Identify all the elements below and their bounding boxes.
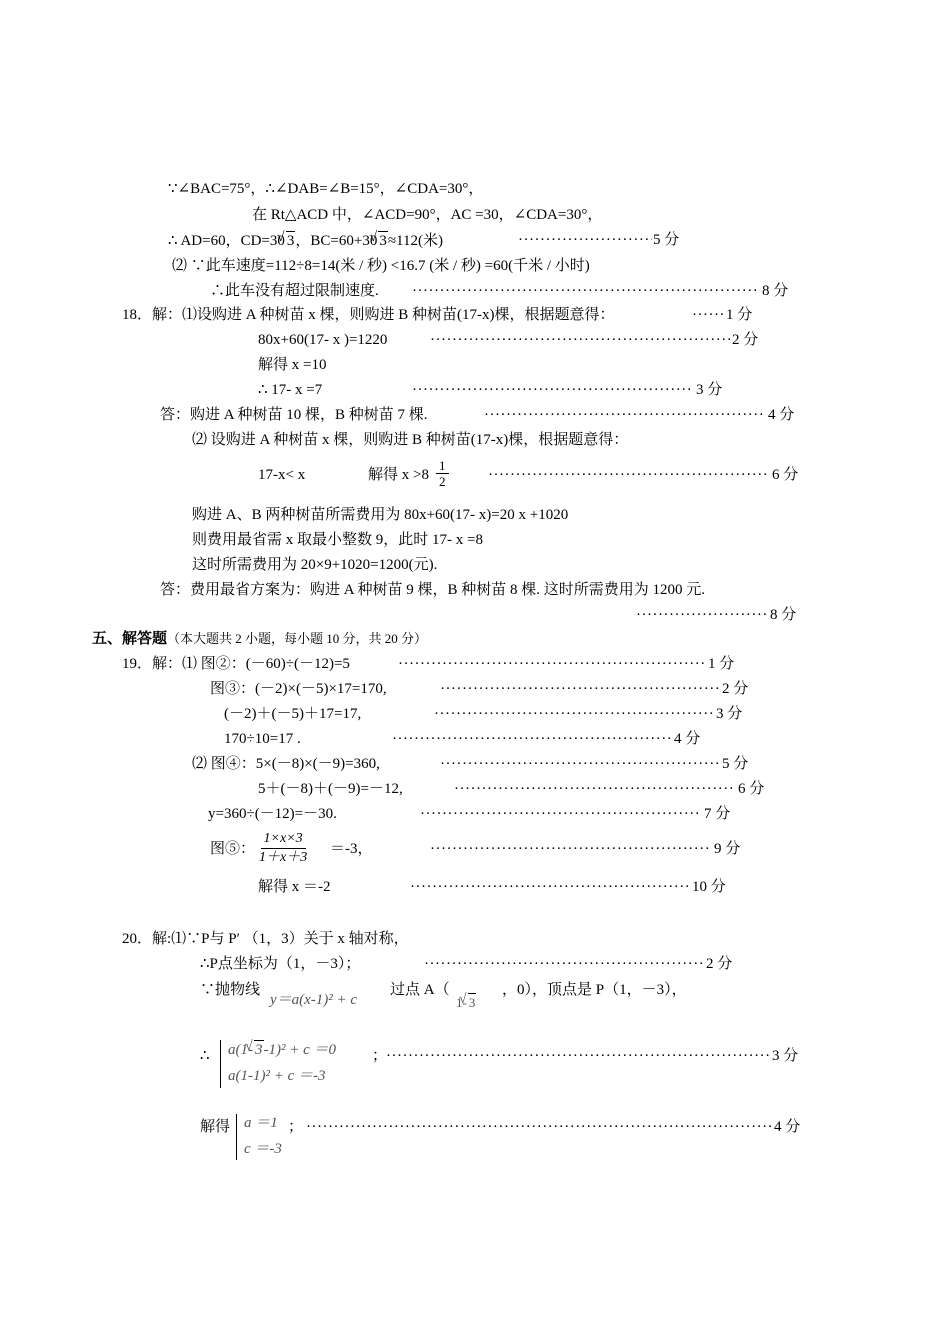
dot-leader — [488, 466, 770, 484]
dot-leader — [430, 331, 730, 349]
dot-leader — [412, 381, 694, 399]
solve-text: 解得 x >8 — [368, 467, 429, 483]
dot-leader — [412, 282, 760, 300]
score: 5 分 — [653, 232, 680, 248]
score: 2 分 — [732, 332, 759, 348]
score: 8 分 — [762, 283, 789, 299]
dot-leader — [454, 780, 736, 798]
q20-semicolon: ； — [288, 1119, 304, 1135]
section-5-note: （本大题共 2 小题，每小题 10 分，共 20 分） — [167, 631, 428, 646]
dot-leader — [306, 1118, 772, 1136]
q20-through-point: 过点 A（ — [390, 982, 450, 998]
sqrt-3: √ 3 — [254, 1040, 264, 1059]
q20-solution-a: a ＝1 — [244, 1115, 278, 1131]
q19-fig2: 19．解：⑴ 图②：(－60)÷(－12)=5 — [122, 656, 350, 672]
fraction-one-half: $\frac{1}{2}$ — [436, 458, 449, 489]
bc-text: ，BC=60+30 — [295, 233, 378, 249]
q18-equation: 80x+60(17- x )=1220 — [258, 332, 388, 348]
q19-fig4-product: ⑵ 图④：5×(－8)×(－9)=360, — [192, 756, 380, 772]
q18-inequality-solve — [368, 466, 429, 484]
approx-text: ≈112(米) — [387, 233, 443, 249]
sqrt-3: √ 3 — [378, 231, 388, 250]
score: 2 分 — [706, 956, 733, 972]
score: 3 分 — [716, 706, 743, 722]
q19-fig5-rhs: ＝-3， — [330, 841, 373, 857]
system-brace — [236, 1114, 241, 1160]
line-speed: ⑵ ∵此车速度=112÷8=14(米 / 秒) <16.7 (米 / 秒) =60(千米 / 小时) — [172, 258, 590, 274]
q20-heading: 20．解:⑴∵P与 P′ （1，3）关于 x 轴对称， — [122, 931, 409, 947]
dot-leader — [410, 878, 690, 896]
sqrt-3: √ 3 — [286, 231, 296, 250]
line-angle-given: ∵∠BAC=75°，∴∠DAB=∠B=15°，∠CDA=30°， — [168, 181, 484, 197]
q20-point-a-x: 1-√ 3 — [456, 993, 476, 1012]
dot-leader — [392, 730, 672, 748]
dot-leader — [440, 755, 720, 773]
score: 4 分 — [674, 731, 701, 747]
q20-semicolon: ； — [372, 1048, 388, 1064]
score: 9 分 — [714, 841, 741, 857]
score: 6 分 — [738, 781, 765, 797]
q20-parabola-label: ∵抛物线 — [200, 982, 261, 998]
score: 2 分 — [722, 681, 749, 697]
dot-leader — [440, 680, 720, 698]
q20-parabola-eq: y＝a(x-1)² + c — [270, 992, 358, 1008]
score: 4 分 — [774, 1119, 801, 1135]
score: 4 分 — [768, 407, 795, 423]
system-brace — [220, 1040, 225, 1088]
q19-y-value: y=360÷(－12)=－30. — [208, 806, 337, 822]
line-conclusion: ∴此车没有超过限制速度. — [210, 283, 379, 299]
q19-fig5-label: 图⑤： — [210, 841, 256, 857]
score: 8 分 — [770, 607, 797, 623]
dot-leader — [636, 606, 768, 624]
dot-leader — [386, 1047, 770, 1065]
dot-leader — [424, 955, 704, 973]
q19-fig4-sum: 5＋(－8)＋(－9)=－12, — [258, 781, 403, 797]
dot-leader — [420, 805, 702, 823]
q18-b-count: ∴ 17- x =7 — [258, 382, 323, 398]
q18-heading: 18．解：⑴设购进 A 种树苗 x 棵，则购进 B 种树苗(17-x)棵，根据题意得： — [122, 307, 615, 323]
score: 1 分 — [726, 307, 753, 323]
score: 1 分 — [708, 656, 735, 672]
q20-solution-c: c ＝-3 — [244, 1141, 282, 1157]
dot-leader — [692, 306, 724, 324]
q18-answer-1: 答：购进 A 种树苗 10 棵，B 种树苗 7 棵. — [160, 407, 428, 423]
q19-fig3-sum: (－2)＋(－5)＋17=17, — [224, 706, 362, 722]
score: 6 分 — [772, 467, 799, 483]
q20-p-coords: ∴P点坐标为（1，－3）； — [200, 956, 361, 972]
ad-cd-text: ∴ AD=60，CD=30 — [168, 233, 285, 249]
score: 3 分 — [772, 1048, 799, 1064]
q18-cost-expr: 购进 A、B 两种树苗所需费用为 80x+60(17- x)=20 x +1020 — [192, 507, 569, 523]
q18-answer-2: 答：费用最省方案为：购进 A 种树苗 9 棵，B 种树苗 8 棵. 这时所需费用为 1200 元. — [160, 582, 706, 598]
q18-solve-x: 解得 x =10 — [258, 357, 327, 373]
q18-min-x: 则费用最省需 x 取最小整数 9，此时 17- x =8 — [192, 532, 483, 548]
q18-part2: ⑵ 设购进 A 种树苗 x 棵，则购进 B 种树苗(17-x)棵，根据题意得： — [192, 432, 629, 448]
q20-vertex: ，0），顶点是 P（1，－3）， — [502, 982, 687, 998]
q18-inequality: 17-x< x — [258, 467, 306, 483]
q20-solve-label: 解得 — [200, 1119, 231, 1135]
dot-leader — [430, 840, 712, 858]
line-rt-triangle: 在 Rt△ACD 中，∠ACD=90°，AC =30，∠CDA=30°， — [252, 207, 603, 223]
q18-min-cost: 这时所需费用为 20×9+1020=1200(元). — [192, 557, 438, 573]
q19-solve: 解得 x ＝-2 — [258, 879, 331, 895]
q19-fig3-quotient: 170÷10=17 . — [224, 731, 301, 747]
sqrt-3: √ 3 — [468, 993, 477, 1012]
q20-system-eq2: a(1-1)² + c ＝-3 — [228, 1068, 326, 1084]
dot-leader — [398, 655, 706, 673]
section-5-title: 五、解答题（本大题共 2 小题，每小题 10 分，共 20 分） — [92, 631, 428, 647]
q20-system-eq1: a(1-√ 3-1)² + c ＝0 — [228, 1040, 336, 1059]
q19-fig3-product: 图③：(－2)×(－5)×17=170, — [210, 681, 387, 697]
score: 7 分 — [704, 806, 731, 822]
dot-leader — [484, 406, 766, 424]
line-ad-cd-bc — [168, 231, 443, 250]
q19-fig5-fraction: $\frac{1\times x\times 3}{1+x+3}$ — [259, 831, 308, 865]
dot-leader — [518, 231, 652, 249]
dot-leader — [434, 705, 714, 723]
score: 5 分 — [722, 756, 749, 772]
score: 10 分 — [692, 879, 726, 895]
q20-therefore: ∴ — [200, 1048, 210, 1064]
score: 3 分 — [696, 382, 723, 398]
